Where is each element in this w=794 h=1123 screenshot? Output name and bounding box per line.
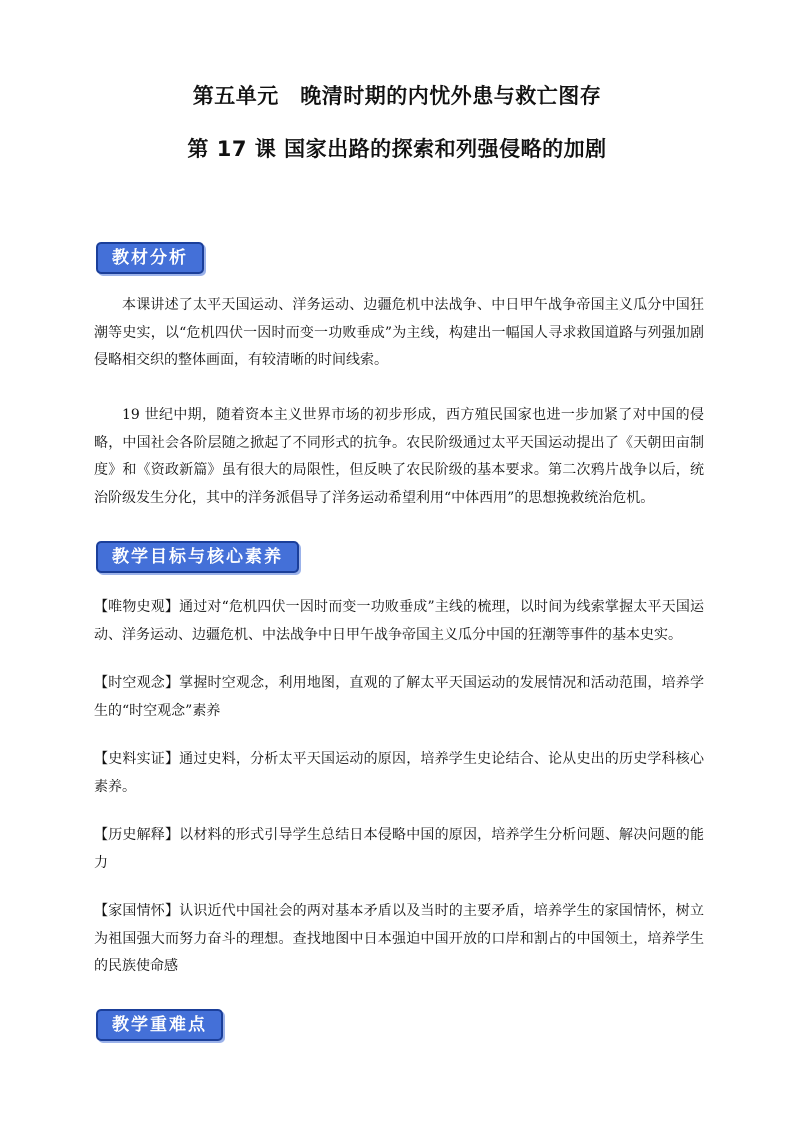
analysis-paragraph-2: 19 世纪中期，随着资本主义世界市场的初步形成，西方殖民国家也进一步加紧了对中国的侵略，中国社会各阶层随之掀起了不同形式的抗争。农民阶级通过太平天国运动提出了《天朝田亩制度》和《资政新篇》虽有很大的局限性，但反映了农民阶级的基本要求。第二次鸦片战争以后，统治阶级发生分化，其中的洋务派倡导了洋务运动希望利用“中体西用”的思想挽救统治危机。 (94, 407, 704, 506)
objective-item-evidence: 【史料实证】通过史料，分析太平天国运动的原因，培养学生史论结合、论从史出的历史学科核心素养。 (94, 751, 704, 795)
objective-item-spacetime: 【时空观念】掌握时空观念，利用地图，直观的了解太平天国运动的发展情况和活动范围，培养学生的“时空观念”素养 (94, 675, 704, 719)
section-badge-objectives: 教学目标与核心素养 (96, 541, 299, 573)
analysis-paragraph-1: 本课讲述了太平天国运动、洋务运动、边疆危机中法战争、中日甲午战争帝国主义瓜分中国狂潮等史实，以“危机四伏一因时而变一功败垂成”为主线，构建出一幅国人寻求救国道路与列强加剧侵略相交织的整体画面，有较清晰的时间线索。 (94, 297, 704, 368)
objective-item-patriotism: 【家国情怀】认识近代中国社会的两对基本矛盾以及当时的主要矛盾，培养学生的家国情怀，树立为祖国强大而努力奋斗的理想。查找地图中日本强迫中国开放的口岸和割占的中国领土，培养学生的民族使命感 (94, 903, 704, 974)
objective-item-interpretation: 【历史解释】以材料的形式引导学生总结日本侵略中国的原因，培养学生分析问题、解决问题的能力 (94, 827, 704, 871)
objective-item-materialism: 【唯物史观】通过对“危机四伏一因时而变一功败垂成”主线的梳理，以时间为线索掌握太平天国运动、洋务运动、边疆危机、中法战争中日甲午战争帝国主义瓜分中国的狂潮等事件的基本史实。 (94, 599, 704, 643)
section-badge-analysis: 教材分析 (96, 242, 204, 274)
lesson-title: 第 17 课 国家出路的探索和列强侵略的加剧 (187, 137, 607, 161)
unit-title: 第五单元 晚清时期的内忧外患与救亡图存 (192, 84, 602, 108)
section-badge-key-points: 教学重难点 (96, 1009, 223, 1041)
